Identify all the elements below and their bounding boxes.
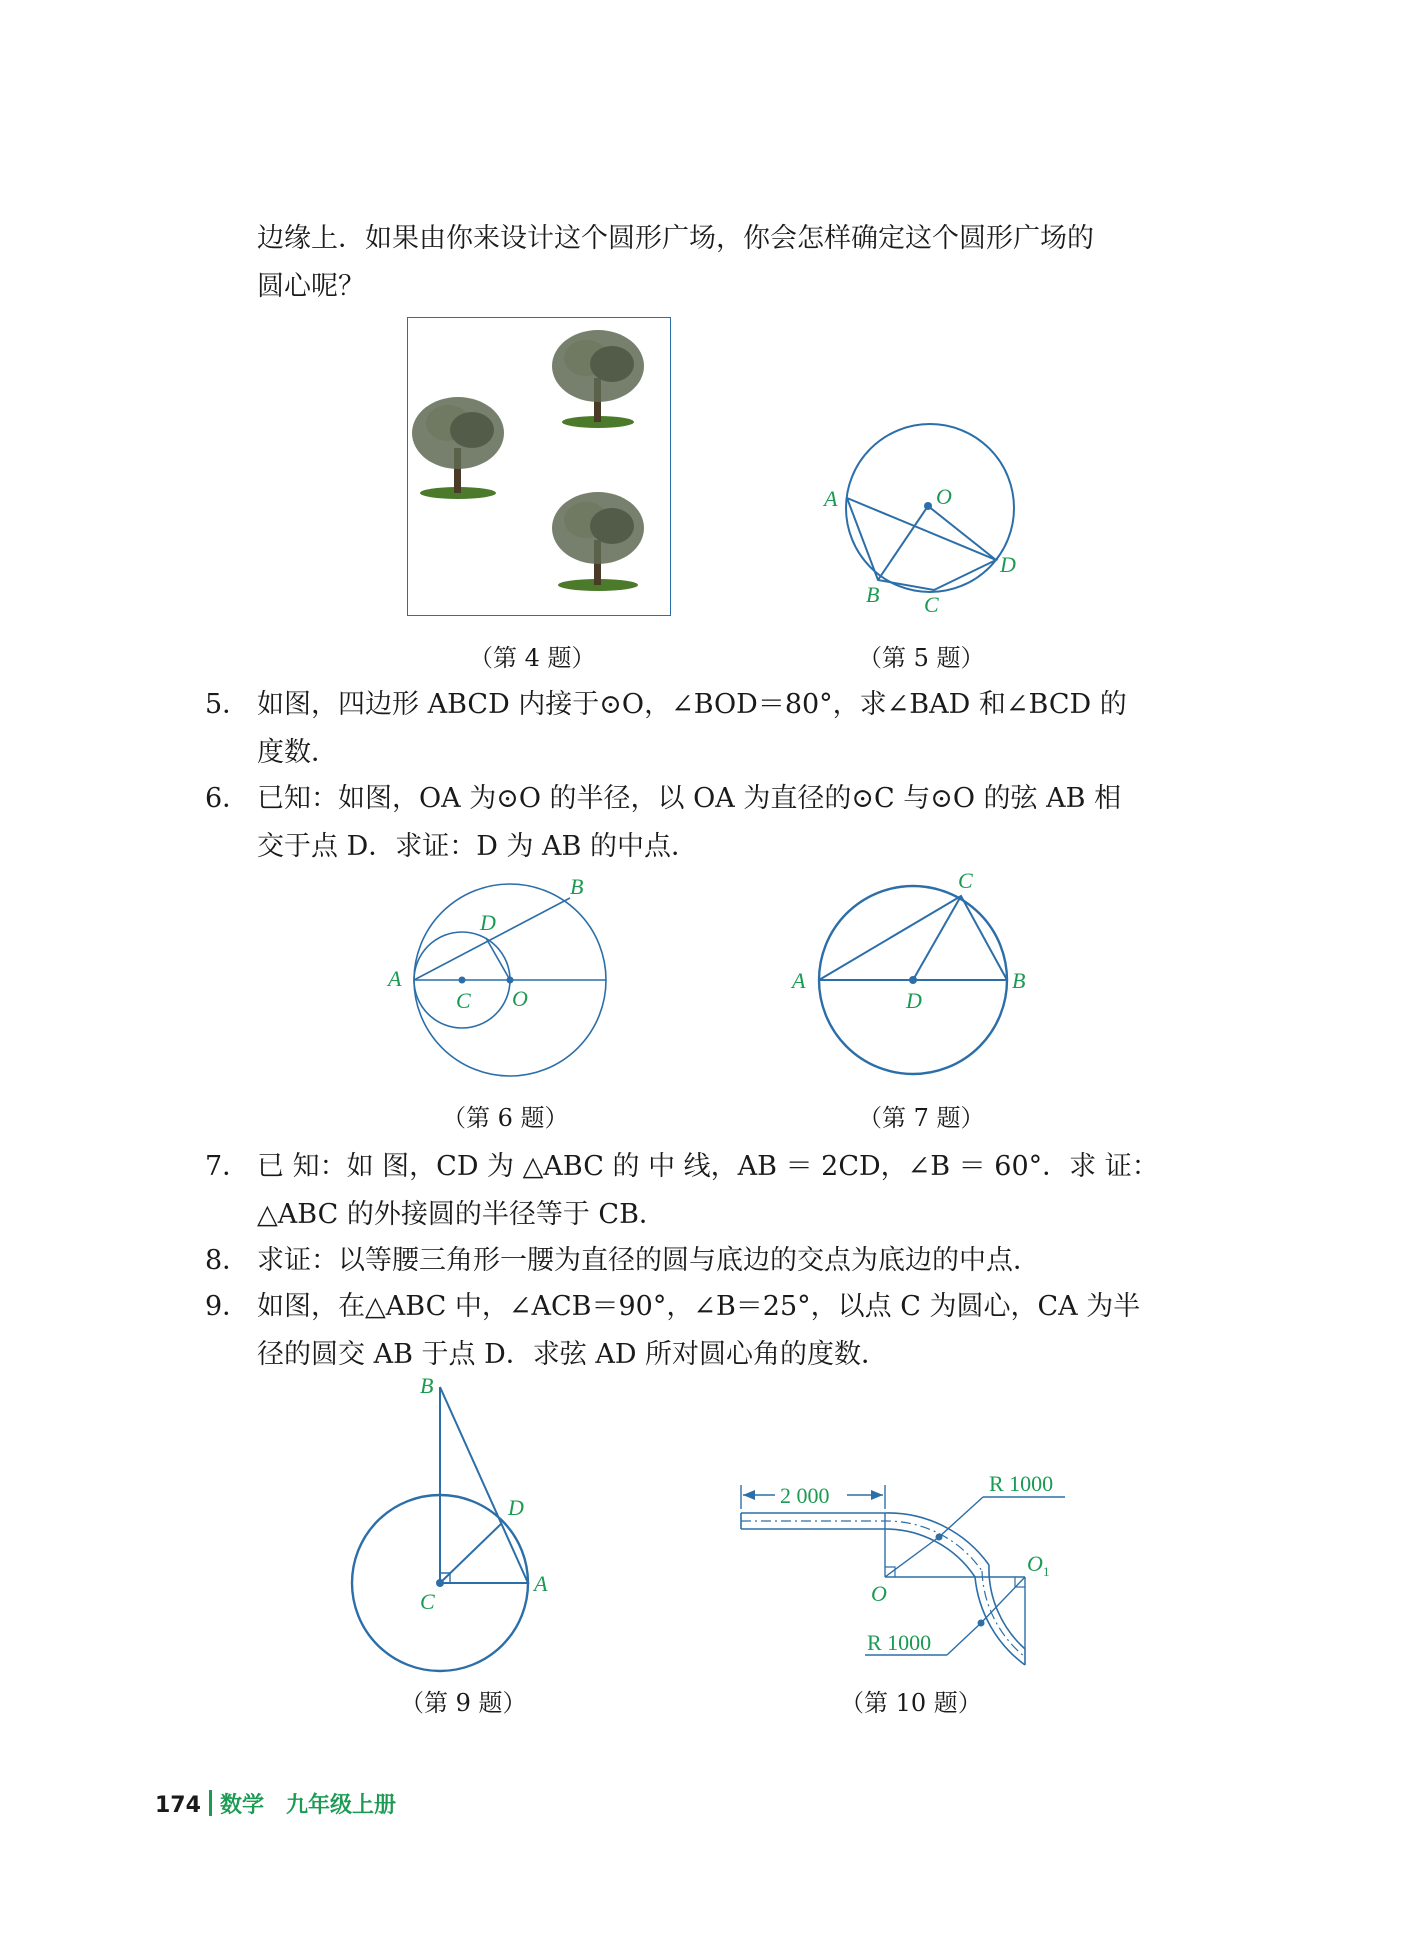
footer-divider — [209, 1790, 212, 1816]
figure-7 — [786, 862, 1046, 1082]
problem-9-line-1: 如图，在△ABC 中，∠ACB＝90°，∠B＝25°，以点 C 为圆心，CA 为半 — [257, 1291, 1141, 1322]
radius-label-bottom: R 1000 — [867, 1630, 932, 1655]
problem-number: 5． — [205, 689, 250, 720]
trees-photo — [407, 317, 671, 616]
label-o: O — [871, 1581, 887, 1606]
label-o: O — [512, 986, 528, 1011]
label-d: D — [906, 988, 922, 1013]
label-c: C — [958, 868, 973, 893]
caption-q7: （第 7 题） — [858, 1104, 985, 1132]
problem-7-line-1: 已 知：如 图，CD 为 △ABC 的 中 线，AB ＝ 2CD，∠B ＝ 60°．求 证： — [257, 1151, 1159, 1182]
problem-5-line-1: 如图，四边形 ABCD 内接于⊙O，∠BOD＝80°，求∠BAD 和∠BCD 的 — [257, 689, 1127, 720]
tree-icon — [412, 397, 504, 499]
caption-q4: （第 4 题） — [469, 644, 596, 672]
figure-10 — [735, 1465, 1075, 1685]
caption-q5: （第 5 题） — [858, 644, 985, 672]
label-d: D — [508, 1495, 524, 1520]
figure-6 — [380, 868, 620, 1078]
label-b: B — [570, 874, 584, 899]
label-o: O — [936, 484, 952, 509]
page-footer — [155, 1788, 396, 1819]
label-d: D — [1000, 552, 1016, 577]
label-b: B — [866, 582, 880, 607]
label-o1-subscript: 1 — [1043, 1564, 1050, 1579]
caption-q10: （第 10 题） — [840, 1689, 982, 1717]
problem-7-line-2: △ABC 的外接圆的半径等于 CB． — [257, 1199, 666, 1230]
problem-8-line-1: 求证：以等腰三角形一腰为直径的圆与底边的交点为底边的中点． — [257, 1245, 1040, 1276]
label-c: C — [420, 1589, 435, 1614]
caption-q9: （第 9 题） — [400, 1689, 527, 1717]
problem-number: 7． — [205, 1151, 250, 1182]
label-d: D — [480, 910, 496, 935]
label-c: C — [924, 592, 939, 617]
tree-icon — [552, 330, 644, 428]
label-b: B — [1012, 968, 1026, 993]
label-a: A — [792, 968, 806, 993]
problem-number: 9． — [205, 1291, 250, 1322]
dimension-label: 2 000 — [780, 1483, 830, 1508]
label-a: A — [824, 486, 838, 511]
problem-6-line-2: 交于点 D．求证：D 为 AB 的中点． — [257, 831, 698, 862]
problem-5-line-2: 度数． — [257, 737, 338, 768]
problem-9-line-2: 径的圆交 AB 于点 D．求弦 AD 所对圆心角的度数． — [257, 1339, 889, 1370]
book-title: 数学 九年级上册 — [219, 1793, 396, 1818]
problem-number: 6． — [205, 783, 250, 814]
page-number: 174 — [155, 1793, 201, 1818]
label-a: A — [534, 1571, 548, 1596]
radius-label-top: R 1000 — [989, 1471, 1054, 1496]
figure-9 — [340, 1375, 570, 1675]
tree-icon — [552, 492, 644, 591]
intro-line-2: 圆心呢？ — [257, 271, 365, 302]
figure-5 — [820, 420, 1040, 620]
label-o1: O — [1027, 1551, 1043, 1576]
problem-6-line-1: 已知：如图，OA 为⊙O 的半径，以 OA 为直径的⊙C 与⊙O 的弦 AB 相 — [257, 783, 1122, 814]
intro-line-1: 边缘上．如果由你来设计这个圆形广场，你会怎样确定这个圆形广场的 — [257, 223, 1094, 254]
problem-number: 8． — [205, 1245, 250, 1276]
label-a: A — [388, 966, 402, 991]
caption-q6: （第 6 题） — [442, 1104, 569, 1132]
label-c: C — [456, 988, 471, 1013]
label-b: B — [420, 1373, 434, 1398]
